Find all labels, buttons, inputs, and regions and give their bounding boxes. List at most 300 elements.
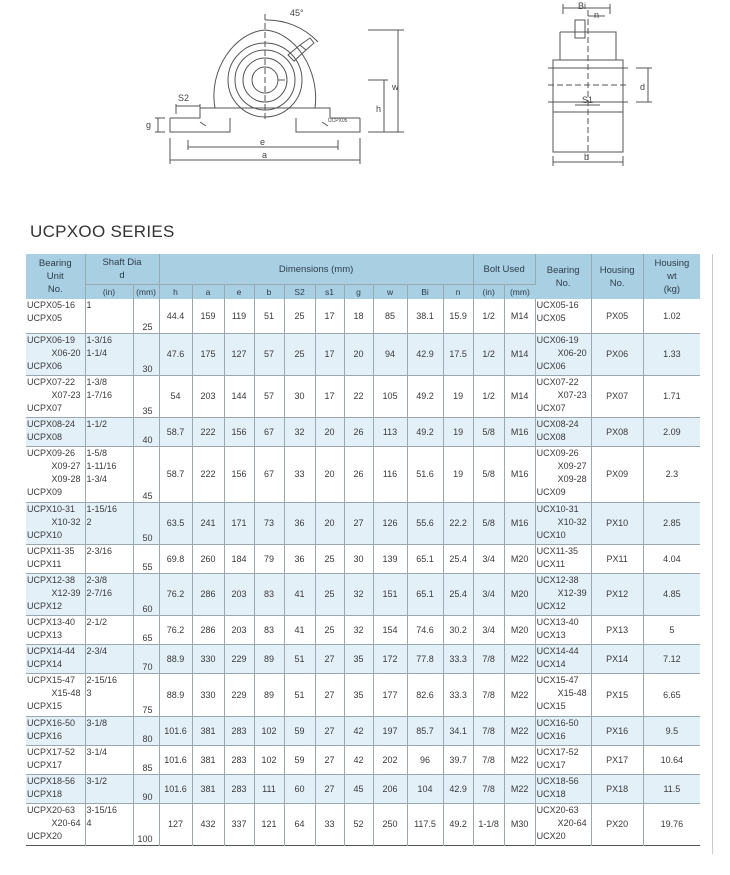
cell-bolt-mm: M16 xyxy=(504,446,535,502)
cell-line: UCX13 xyxy=(536,629,566,640)
cell-dimension: 203 xyxy=(224,573,254,615)
cell-bearing-no xyxy=(535,333,591,375)
cell-bearing-no xyxy=(535,573,591,615)
cell-dimension: 55.6 xyxy=(407,502,443,544)
cell-line: UCX08 xyxy=(536,431,566,442)
cell-dimension: 159 xyxy=(192,299,224,333)
cell-dimension: 22.2 xyxy=(443,502,473,544)
cell-dimension: 113 xyxy=(373,417,407,446)
cell-bolt-mm: M22 xyxy=(504,673,535,716)
cell-line: X09-28 xyxy=(557,473,587,484)
cell-bolt-in: 3/4 xyxy=(473,544,504,573)
cell-dimension: 96 xyxy=(407,745,443,774)
cell-line: UCPX16 xyxy=(27,730,63,741)
cell-line: UCPX20 xyxy=(27,830,63,841)
cell-shaft-mm: 80 xyxy=(133,716,159,745)
cell-dimension: 229 xyxy=(224,644,254,673)
cell-bolt-mm: M20 xyxy=(504,573,535,615)
cell-bearing-no xyxy=(535,644,591,673)
cell-shaft-in xyxy=(85,544,133,573)
cell-dimension: 63.5 xyxy=(159,502,192,544)
cell-dimension: 25 xyxy=(315,544,344,573)
cell-dimension: 85 xyxy=(373,299,407,333)
cell-dimension: 117.5 xyxy=(407,803,443,845)
cell-housing-wt: 10.64 xyxy=(660,754,684,765)
cell-dimension: 32 xyxy=(344,615,373,644)
dim-s1-label: S1 xyxy=(582,95,594,105)
cell-line: UCX09-26 xyxy=(536,447,579,458)
cell-dimension: 82.6 xyxy=(407,673,443,716)
cell-housing-no: PX17 xyxy=(591,745,643,774)
cell-line: UCX18-56 xyxy=(536,775,579,786)
cell-dimension: 17.5 xyxy=(443,333,473,375)
cell-line: 1-7/16 xyxy=(86,389,113,400)
cell-dimension: 49.2 xyxy=(407,417,443,446)
cell-bearing-no xyxy=(535,502,591,544)
cell-bolt-in: 1-1/8 xyxy=(473,803,504,845)
cell-dimension: 42.9 xyxy=(407,333,443,375)
cell-dimension: 44.4 xyxy=(159,299,192,333)
cell-dimension: 184 xyxy=(224,544,254,573)
cell-dimension: 33.3 xyxy=(443,673,473,716)
cell-dimension: 73 xyxy=(254,502,284,544)
cell-shaft-in xyxy=(85,502,133,544)
cell-line: UCPX12-38 xyxy=(27,574,76,585)
cell-line: 2-3/4 xyxy=(86,645,108,656)
table-row xyxy=(26,644,700,673)
cell-dimension: 26 xyxy=(344,446,373,502)
series-title: UCPXOO SERIES xyxy=(30,222,175,241)
cell-dimension: 121 xyxy=(254,803,284,845)
cell-housing-wt: 2.09 xyxy=(643,417,700,446)
cell-dimension: 27 xyxy=(315,774,344,803)
cell-dimension: 25 xyxy=(284,333,315,375)
cell-dimension: 177 xyxy=(373,673,407,716)
cell-dimension: 154 xyxy=(373,615,407,644)
cell-line: UCX15 xyxy=(536,700,566,711)
cell-dimension: 25 xyxy=(315,573,344,615)
cell-line: UCPX20-63 xyxy=(27,804,76,815)
cell-line: 1-3/16 xyxy=(86,334,113,345)
cell-dimension: 22 xyxy=(344,375,373,417)
cell-line: 1-15/16 xyxy=(86,503,118,514)
cell-dimension: 241 xyxy=(192,502,224,544)
cell-dimension: 58.7 xyxy=(159,417,192,446)
cell-dimension: 250 xyxy=(373,803,407,845)
cell-shaft-mm: 25 xyxy=(133,299,159,333)
cell-bolt-in: 1/2 xyxy=(473,299,504,333)
cell-dimension: 32 xyxy=(284,417,315,446)
cell-shaft-mm: 45 xyxy=(133,446,159,502)
cell-housing-wt: 6.65 xyxy=(663,689,681,700)
cell-line: UCPX11-35 xyxy=(27,545,75,556)
cell-line: UCPX17-52 xyxy=(27,746,76,757)
cell-dimension: 41 xyxy=(284,573,315,615)
cell-dimension: 67 xyxy=(254,446,284,502)
cell-dimension: 19 xyxy=(443,417,473,446)
cell-dimension: 35 xyxy=(344,673,373,716)
cell-line: 1-3/8 xyxy=(86,376,108,387)
cell-line: UCPX16-50 xyxy=(27,717,76,728)
cell-bearing-unit xyxy=(26,375,85,417)
cell-bolt-in: 5/8 xyxy=(473,446,504,502)
cell-line: UCPX13-40 xyxy=(27,616,76,627)
col-dim-s1: s1 xyxy=(315,285,344,300)
cell-line: 1-11/16 xyxy=(86,460,117,471)
cell-dimension: 64 xyxy=(284,803,315,845)
cell-bolt-mm: M14 xyxy=(504,333,535,375)
cell-dimension: 25.4 xyxy=(443,544,473,573)
table-row xyxy=(26,375,700,417)
cell-line: 2-3/8 xyxy=(86,574,108,585)
cell-housing-wt: 1.71 xyxy=(663,391,681,401)
table-row xyxy=(26,803,700,845)
cell-bolt-mm: M30 xyxy=(504,803,535,845)
col-dim-a: a xyxy=(192,285,224,300)
col-dim-b: b xyxy=(254,285,284,300)
cell-dimension: 89 xyxy=(254,644,284,673)
cell-line: UCPX13 xyxy=(27,629,63,640)
cell-housing-no: PX15 xyxy=(591,673,643,716)
cell-dimension: 49.2 xyxy=(443,803,473,845)
cell-bearing-unit xyxy=(26,417,85,446)
cell-shaft-mm: 40 xyxy=(133,417,159,446)
cell-line: UCX12 xyxy=(536,600,566,611)
cell-line: UCPX11 xyxy=(27,558,62,569)
cell-dimension: 337 xyxy=(224,803,254,845)
col-bolt-used: Bolt Used xyxy=(473,254,535,285)
housing-marking: UCPX05 xyxy=(328,118,348,124)
cell-shaft-in xyxy=(85,745,133,774)
cell-bolt-in: 1/2 xyxy=(473,333,504,375)
cell-dimension: 88.9 xyxy=(159,673,192,716)
cell-housing-wt: 4.04 xyxy=(663,553,681,564)
cell-line: UCPX08 xyxy=(27,431,63,442)
cell-dimension: 57 xyxy=(254,333,284,375)
cell-housing-wt: 4.85 xyxy=(643,573,700,615)
cell-housing-wt: 7.12 xyxy=(643,644,700,673)
cell-dimension: 36 xyxy=(284,502,315,544)
cell-line: UCPX09-26 xyxy=(27,447,76,458)
dim-d-label: d xyxy=(640,82,646,92)
cell-line: UCX14-44 xyxy=(536,645,579,656)
cell-dimension: 85.7 xyxy=(407,716,443,745)
cell-dimension: 69.8 xyxy=(159,544,192,573)
cell-line: X06-20 xyxy=(557,347,587,358)
cell-dimension: 222 xyxy=(192,446,224,502)
cell-dimension: 27 xyxy=(344,502,373,544)
cell-line: UCPX15-47 xyxy=(27,674,76,685)
cell-housing-wt: 19.76 xyxy=(660,819,684,829)
cell-bearing-no xyxy=(535,803,591,845)
cell-dimension: 59 xyxy=(284,745,315,774)
col-dimensions: Dimensions (mm) xyxy=(159,254,473,285)
cell-bearing-unit xyxy=(26,573,85,615)
cell-dimension: 330 xyxy=(192,644,224,673)
cell-dimension: 39.7 xyxy=(443,745,473,774)
table-row xyxy=(26,333,700,375)
cell-shaft-mm: 50 xyxy=(133,502,159,544)
cell-dimension: 88.9 xyxy=(159,644,192,673)
cell-dimension: 47.6 xyxy=(159,333,192,375)
cell-bearing-unit xyxy=(26,644,85,673)
cell-dimension: 156 xyxy=(224,417,254,446)
cell-line: UCPX10 xyxy=(27,529,63,540)
cell-shaft-in xyxy=(85,299,133,333)
col-dim-s2: S2 xyxy=(284,285,315,300)
cell-bearing-unit xyxy=(26,544,85,573)
cell-dimension: 20 xyxy=(315,417,344,446)
front-view-grease-nipple xyxy=(288,38,314,61)
cell-dimension: 41 xyxy=(284,615,315,644)
cell-line: UCX08-24 xyxy=(536,418,579,429)
cell-housing-no: PX05 xyxy=(591,299,643,333)
cell-line: 2-1/2 xyxy=(86,616,108,627)
cell-housing-no: PX11 xyxy=(591,544,643,573)
col-bearing-unit-no: Bearing Unit No. xyxy=(26,254,85,299)
cell-line: 2-15/16 xyxy=(86,674,118,685)
cell-bolt-mm: M14 xyxy=(504,299,535,333)
cell-bolt-mm: M22 xyxy=(504,716,535,745)
cell-dimension: 432 xyxy=(192,803,224,845)
cell-dimension: 144 xyxy=(224,375,254,417)
cell-housing-no: PX16 xyxy=(591,716,643,745)
cell-line: 2-7/16 xyxy=(86,587,113,598)
cell-line: UCPX18 xyxy=(27,788,63,799)
cell-line: X15-48 xyxy=(557,687,587,698)
cell-dimension: 222 xyxy=(192,417,224,446)
cell-dimension: 229 xyxy=(224,673,254,716)
cell-shaft-in xyxy=(85,716,133,745)
cell-housing-wt: 1.33 xyxy=(643,333,700,375)
cell-line: UCX16 xyxy=(536,730,566,741)
cell-line: UCPX14-44 xyxy=(27,645,76,656)
cell-bearing-unit xyxy=(26,446,85,502)
cell-bearing-no xyxy=(535,673,591,716)
cell-bolt-in: 7/8 xyxy=(473,774,504,803)
col-dim-w: w xyxy=(373,285,407,300)
cell-line: 1 xyxy=(86,300,92,310)
cell-line: UCPX05 xyxy=(27,313,63,323)
cell-bolt-mm: M22 xyxy=(504,774,535,803)
cell-dimension: 67 xyxy=(254,417,284,446)
cell-shaft-in xyxy=(85,446,133,502)
cell-line: X12-39 xyxy=(51,587,81,598)
cell-dimension: 57 xyxy=(254,375,284,417)
cell-dimension: 65.1 xyxy=(407,544,443,573)
cell-line: 1-5/8 xyxy=(86,447,108,458)
cell-shaft-mm: 85 xyxy=(133,745,159,774)
dim-g-label: g xyxy=(146,120,152,130)
cell-line: UCPX18-56 xyxy=(27,775,76,786)
cell-dimension: 51 xyxy=(284,673,315,716)
cell-bearing-unit xyxy=(26,615,85,644)
cell-bearing-unit xyxy=(26,716,85,745)
cell-line: X09-27 xyxy=(51,460,81,471)
cell-dimension: 102 xyxy=(254,745,284,774)
dim-a-label: a xyxy=(262,150,268,160)
cell-dimension: 202 xyxy=(373,745,407,774)
cell-dimension: 27 xyxy=(315,716,344,745)
table-row xyxy=(26,417,700,446)
cell-dimension: 286 xyxy=(192,615,224,644)
cell-dimension: 35 xyxy=(344,644,373,673)
cell-bolt-mm: M20 xyxy=(504,544,535,573)
cell-shaft-in xyxy=(85,375,133,417)
dim-bi-label: Bi xyxy=(578,1,587,11)
cell-dimension: 30 xyxy=(284,375,315,417)
cell-dimension: 127 xyxy=(159,803,192,845)
cell-line: X07-23 xyxy=(51,389,81,400)
technical-drawing xyxy=(0,0,730,200)
table-row xyxy=(26,502,700,544)
cell-housing-wt: 1.02 xyxy=(663,310,681,321)
cell-dimension: 42 xyxy=(344,716,373,745)
page-edge-rule xyxy=(712,254,713,854)
dim-b-label: b xyxy=(584,152,590,162)
cell-dimension: 197 xyxy=(373,716,407,745)
cell-line: X15-48 xyxy=(51,687,81,698)
cell-line: X10-32 xyxy=(557,516,587,527)
cell-dimension: 27 xyxy=(315,673,344,716)
col-bearing-no: Bearing No. xyxy=(535,254,591,299)
cell-bolt-in: 7/8 xyxy=(473,673,504,716)
cell-bearing-unit xyxy=(26,502,85,544)
cell-bolt-in: 5/8 xyxy=(473,417,504,446)
cell-line: UCPX10-31 xyxy=(27,503,76,514)
cell-bearing-no xyxy=(535,375,591,417)
table-row xyxy=(26,615,700,644)
cell-shaft-mm: 75 xyxy=(133,673,159,716)
cell-dimension: 83 xyxy=(254,573,284,615)
cell-line: UCPX12 xyxy=(27,600,63,611)
cell-dimension: 76.2 xyxy=(159,615,192,644)
cell-line: 1-1/2 xyxy=(86,418,108,429)
cell-line: UCPX14 xyxy=(27,658,63,669)
cell-dimension: 104 xyxy=(407,774,443,803)
cell-bearing-unit xyxy=(26,774,85,803)
cell-shaft-in xyxy=(85,803,133,845)
cell-dimension: 330 xyxy=(192,673,224,716)
table-row xyxy=(26,299,700,333)
cell-dimension: 33 xyxy=(284,446,315,502)
table-row xyxy=(26,573,700,615)
cell-line: UCX09 xyxy=(536,486,566,497)
cell-dimension: 79 xyxy=(254,544,284,573)
cell-bolt-in: 3/4 xyxy=(473,615,504,644)
cell-line: UCX07 xyxy=(536,402,566,413)
cell-dimension: 74.6 xyxy=(407,615,443,644)
cell-dimension: 286 xyxy=(192,573,224,615)
cell-shaft-mm: 70 xyxy=(133,644,159,673)
cell-line: 1-1/4 xyxy=(86,347,108,358)
cell-dimension: 76.2 xyxy=(159,573,192,615)
cell-line: UCPX05-16 xyxy=(27,300,76,310)
cell-dimension: 18 xyxy=(344,299,373,333)
cell-line: UCX14 xyxy=(536,658,566,669)
cell-line: UCX16-50 xyxy=(536,717,579,728)
cell-line: UCX15-47 xyxy=(536,674,579,685)
cell-dimension: 52 xyxy=(344,803,373,845)
cell-bolt-in: 3/4 xyxy=(473,573,504,615)
cell-line: UCX06 xyxy=(536,360,566,371)
cell-dimension: 283 xyxy=(224,745,254,774)
cell-bolt-in: 7/8 xyxy=(473,745,504,774)
cell-line: UCPX09 xyxy=(27,486,63,497)
cell-shaft-mm: 55 xyxy=(133,544,159,573)
cell-shaft-in xyxy=(85,673,133,716)
col-dim-h: h xyxy=(159,285,192,300)
cell-dimension: 49.2 xyxy=(407,375,443,417)
cell-housing-wt: 9.5 xyxy=(643,716,700,745)
cell-shaft-mm: 35 xyxy=(133,375,159,417)
cell-dimension: 34.1 xyxy=(443,716,473,745)
cell-shaft-mm: 60 xyxy=(133,573,159,615)
cell-housing-no: PX12 xyxy=(591,573,643,615)
cell-line: UCX05-16 xyxy=(536,300,579,310)
cell-shaft-in xyxy=(85,644,133,673)
cell-dimension: 42 xyxy=(344,745,373,774)
cell-dimension: 32 xyxy=(344,573,373,615)
cell-dimension: 381 xyxy=(192,774,224,803)
cell-line: 2-3/16 xyxy=(86,545,113,556)
cell-line: 2 xyxy=(86,516,92,527)
table-row xyxy=(26,716,700,745)
cell-dimension: 17 xyxy=(315,375,344,417)
cell-dimension: 283 xyxy=(224,716,254,745)
cell-bearing-no xyxy=(535,446,591,502)
cell-dimension: 260 xyxy=(192,544,224,573)
cell-dimension: 33 xyxy=(315,803,344,845)
cell-bolt-in: 7/8 xyxy=(473,716,504,745)
cell-housing-no: PX09 xyxy=(591,446,643,502)
cell-dimension: 101.6 xyxy=(159,774,192,803)
cell-dimension: 111 xyxy=(254,774,284,803)
dim-n-label: n xyxy=(594,10,600,20)
cell-shaft-mm: 65 xyxy=(133,615,159,644)
col-shaft-in: (in) xyxy=(85,285,133,300)
cell-line: UCX10 xyxy=(536,529,566,540)
cell-dimension: 27 xyxy=(315,745,344,774)
table-row xyxy=(26,544,700,573)
col-dim-bi: Bi xyxy=(407,285,443,300)
cell-dimension: 65.1 xyxy=(407,573,443,615)
cell-dimension: 102 xyxy=(254,716,284,745)
col-bolt-mm: (mm) xyxy=(504,285,535,300)
cell-dimension: 33.3 xyxy=(443,644,473,673)
cell-dimension: 27 xyxy=(315,644,344,673)
cell-dimension: 45 xyxy=(344,774,373,803)
cell-housing-no: PX18 xyxy=(591,774,643,803)
cell-bearing-unit xyxy=(26,803,85,845)
angle-label: 45° xyxy=(290,8,304,18)
cell-dimension: 94 xyxy=(373,333,407,375)
cell-housing-wt: 2.3 xyxy=(665,469,679,479)
spec-table xyxy=(26,254,700,846)
cell-dimension: 101.6 xyxy=(159,745,192,774)
cell-dimension: 172 xyxy=(373,644,407,673)
cell-dimension: 42.9 xyxy=(443,774,473,803)
cell-shaft-mm: 100 xyxy=(133,803,159,845)
col-bolt-in: (in) xyxy=(473,285,504,300)
cell-dimension: 19 xyxy=(443,375,473,417)
cell-line: X10-32 xyxy=(51,516,81,527)
cell-line: UCPX08-24 xyxy=(27,418,76,429)
cell-line: 3-1/8 xyxy=(86,717,108,728)
cell-housing-no: PX06 xyxy=(591,333,643,375)
cell-line: 3 xyxy=(86,687,92,698)
cell-line: 4 xyxy=(86,817,92,828)
